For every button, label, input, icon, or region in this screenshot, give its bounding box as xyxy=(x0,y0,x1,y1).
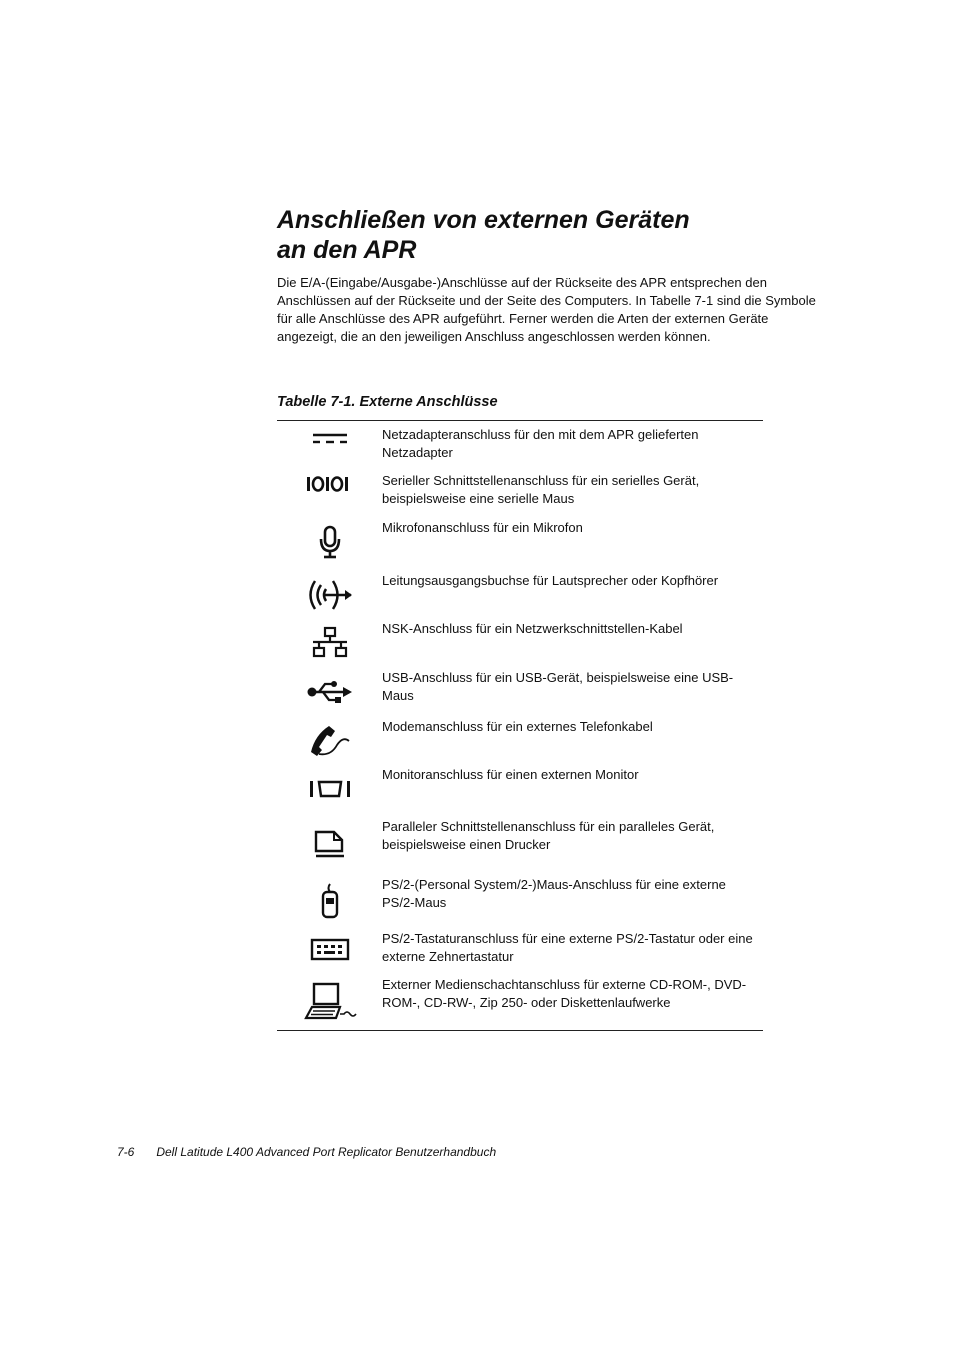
dc-power-icon xyxy=(301,416,359,462)
intro-paragraph: Die E/A-(Eingabe/Ausgabe-)Anschlüsse auf der Rückseite des APR entsprechen den Anschlüssen auf der Rückseite und der Seite des Computers. In Tabelle 7-1 sind die Symbole für alle Anschlüsse des APR aufgeführt. Ferner werden die Arten der externen Geräte angezeigt, die an den jeweiligen Anschluss angeschlossen werden können. xyxy=(277,275,816,344)
monitor-port-icon xyxy=(301,766,359,812)
page-heading xyxy=(277,205,837,265)
row-description: PS/2-Tastaturanschluss für eine externe PS/2-Tastatur oder eine externe Zehnertastatur xyxy=(382,931,753,964)
table-caption: Tabelle 7-1. Externe Anschlüsse xyxy=(277,394,498,410)
audio-line-out-icon xyxy=(301,572,359,618)
heading-line-2: an den APR xyxy=(277,236,417,264)
page-footer xyxy=(117,1145,496,1159)
usb-icon xyxy=(301,669,359,715)
page-number: 7-6 xyxy=(117,1145,135,1159)
row-description: PS/2-(Personal System/2-)Maus-Anschluss für eine externe PS/2-Maus xyxy=(382,877,726,910)
keyboard-icon xyxy=(301,927,359,973)
parallel-printer-icon xyxy=(301,822,359,868)
row-description: Netzadapteranschluss für den mit dem APR gelieferten Netzadapter xyxy=(382,427,699,460)
row-description: Mikrofonanschluss für ein Mikrofon xyxy=(382,520,583,535)
row-description: NSK-Anschluss für ein Netzwerkschnittstellen-Kabel xyxy=(382,621,683,636)
row-description: Externer Medienschachtanschluss für externe CD-ROM-, DVD-ROM-, CD-RW-, Zip 250- oder Diskettenlaufwerke xyxy=(382,977,747,1010)
network-icon xyxy=(301,620,359,666)
table-bottom-rule xyxy=(277,1030,763,1031)
modem-phone-icon xyxy=(301,718,359,764)
document-title: Dell Latitude L400 Advanced Port Replicator Benutzerhandbuch xyxy=(156,1145,497,1159)
row-description: Modemanschluss für ein externes Telefonkabel xyxy=(382,719,653,734)
row-description: Paralleler Schnittstellenanschluss für ein paralleles Gerät, beispielsweise einen Drucker xyxy=(382,819,715,852)
ps2-mouse-icon xyxy=(301,878,359,924)
serial-port-icon xyxy=(301,461,359,507)
heading-line-1: Anschließen von externen Geräten xyxy=(277,206,690,234)
microphone-icon xyxy=(301,519,359,565)
row-description: USB-Anschluss für ein USB-Gerät, beispielsweise eine USB-Maus xyxy=(382,670,734,703)
media-bay-icon xyxy=(301,978,359,1024)
row-description: Leitungsausgangsbuchse für Lautsprecher oder Kopfhörer xyxy=(382,573,719,588)
row-description: Serieller Schnittstellenanschluss für ein serielles Gerät, beispielsweise eine serielle Maus xyxy=(382,473,700,506)
row-description: Monitoranschluss für einen externen Monitor xyxy=(382,767,639,782)
